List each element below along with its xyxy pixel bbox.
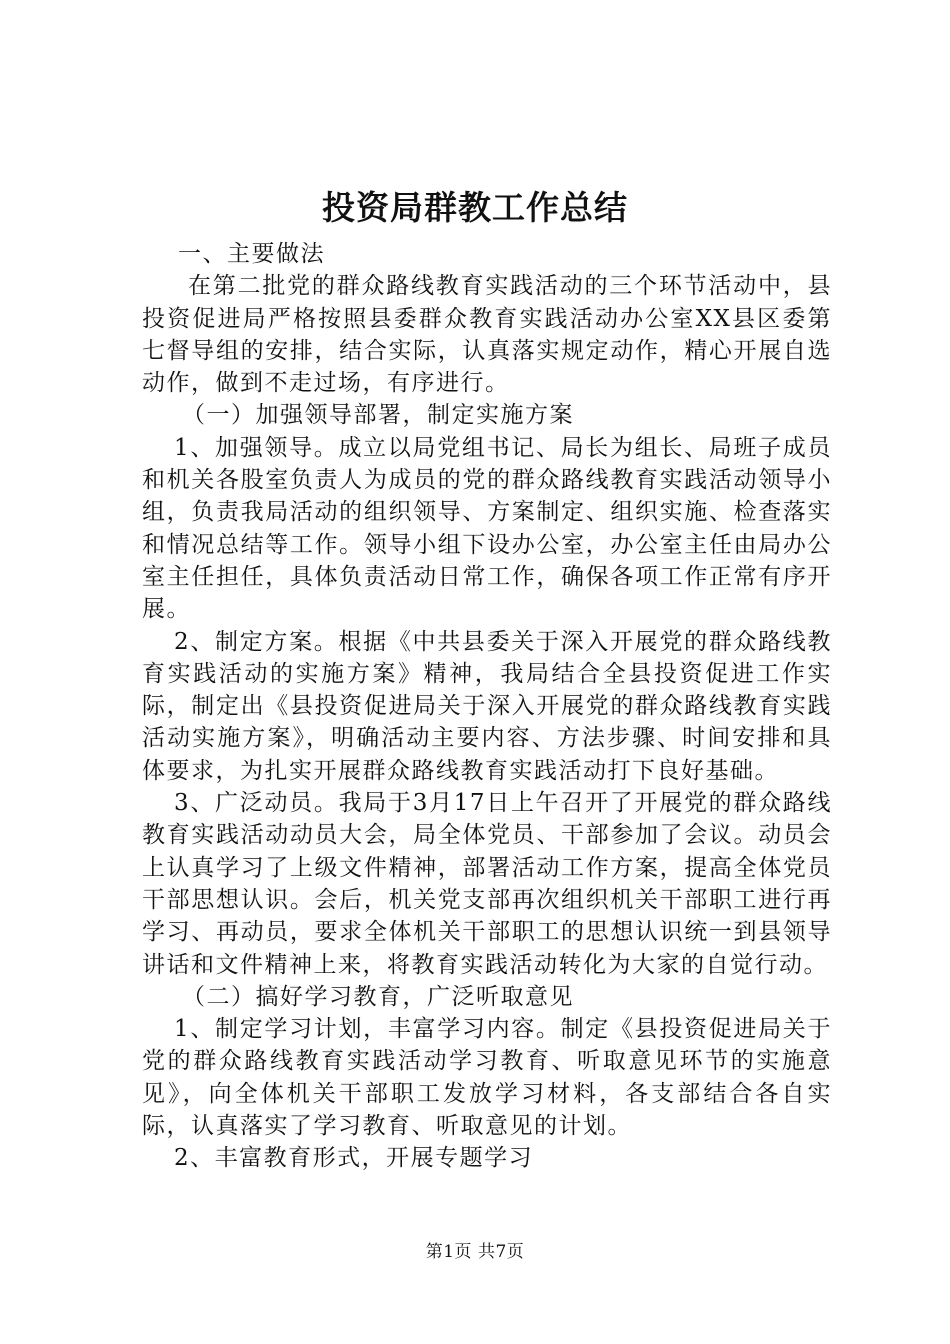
paragraph: 在第二批党的群众路线教育实践活动的三个环节活动中，县投资促进局严格按照县委群众教育实践活动办公室XX县区委第七督导组的安排，结合实际，认真落实规定动作，精心开展自选动作，做到不走过场，有序进行。 xyxy=(142,273,832,397)
page-footer: 第1页 共7页 xyxy=(425,1242,525,1262)
subsection-heading: （一）加强领导部署，制定实施方案 xyxy=(182,402,574,429)
paragraph: 2、丰富教育形式，开展专题学习 xyxy=(174,1145,534,1172)
paragraph: 2、制定方案。根据《中共县委关于深入开展党的群众路线教育实践活动的实施方案》精神，我局结合全县投资促进工作实际，制定出《县投资促进局关于深入开展党的群众路线教育实践活动实施方案》，明确活动主要内容、方法步骤、时间安排和具体要求，为扎实开展群众路线教育实践活动打下良好基础。 xyxy=(142,628,832,784)
subsection-heading: （二）搞好学习教育，广泛听取意见 xyxy=(182,983,574,1010)
paragraph: 1、加强领导。成立以局党组书记、局长为组长、局班子成员和机关各股室负责人为成员的党的群众路线教育实践活动领导小组，负责我局活动的组织领导、方案制定、组织实施、检查落实和情况总结等工作。领导小组下设办公室，办公室主任由局办公室主任担任，具体负责活动日常工作，确保各项工作正常有序开展。 xyxy=(142,434,832,623)
section-heading: 一、主要做法 xyxy=(178,241,325,267)
paragraph: 1、制定学习计划，丰富学习内容。制定《县投资促进局关于党的群众路线教育实践活动学习教育、听取意见环节的实施意见》，向全体机关干部职工发放学习材料，各支部结合各自实际，认真落实了学习教育、听取意见的计划。 xyxy=(142,1016,832,1140)
paragraph: 3、广泛动员。我局于3月17日上午召开了开展党的群众路线教育实践活动动员大会，局全体党员、干部参加了会议。动员会上认真学习了上级文件精神，部署活动工作方案，提高全体党员干部思想认识。会后，机关党支部再次组织机关干部职工进行再学习、再动员，要求全体机关干部职工的思想认识统一到县领导讲话和文件精神上来，将教育实践活动转化为大家的自觉行动。 xyxy=(142,790,832,978)
document-title: 投资局群教工作总结 xyxy=(322,188,628,227)
document-body xyxy=(142,238,832,1175)
